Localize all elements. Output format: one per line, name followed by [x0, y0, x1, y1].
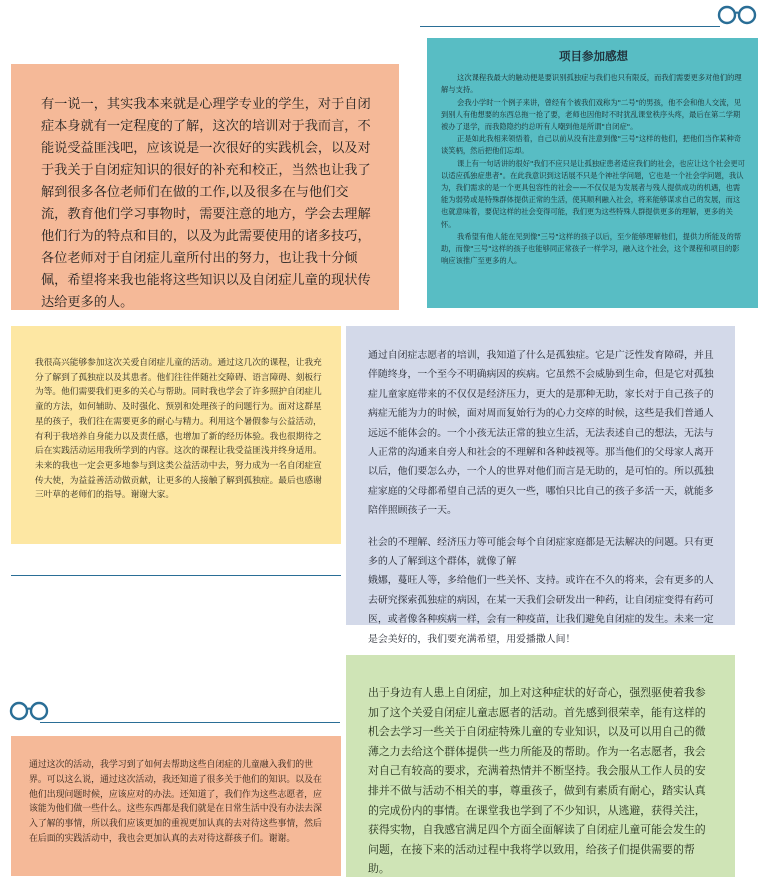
paragraph: 我希望有他人能在见到像"三号"这样的孩子以后，至少能够理解他们，提供力所能及的帮助，而像"三号"这样的孩子也能够同正常孩子一样学习，融入这个社会，这个课程和项目的影响应该推广至更多的人。: [441, 231, 742, 266]
reflection-card-helping-children: [11, 736, 341, 876]
paragraph: 这次课程我最大的触动便是要识别孤独症与我们也只有限反，而我们需要更多对他们的理解与支持。: [441, 73, 742, 95]
paragraph: 通过自闭症志愿者的培训，我知道了什么是孤独症。它是广泛性发育障碍，并且伴随终身，一个至今不明确病因的疾病。它虽然不会威胁到生命，但是它对孤独症儿童家庭带来的不仅仅是经济压力，更大的是那种无助，家长对于自己孩子的病症无能为力的时候，面对周而复始行为的心力交瘁的时候，这些是我们普通人远远不能体会的。一个小孩无法正常的独立生活，无法表述自己的想法，无法与人正常的沟通来自旁人和社会的不理解和各种歧视等。那当他们的父母家人离开以后，他们要怎么办，一个人的世界对他们而言是无助的，是可怕的。所以孤独症家庭的父母都希望自己活的更久一些，哪怕只比自己的孩子多活一天，就能多陪伴照顾孩子一天。: [368, 350, 714, 517]
reflection-card-autism-training: [346, 326, 735, 645]
paragraph-gap: [368, 521, 721, 533]
reflection-text: 出于身边有人患上自闭症，加上对这种症状的好奇心，强烈驱使着我参加了这个关爱自闭症儿童志愿者的活动。首先感到很荣幸，能有这样的机会去学习一些关于自闭症特殊儿童的专业知识，以及可以用自己的微薄之力去给这个群体提供一些力所能及的帮助。作为一名志愿者，我会对自己有较高的要求，充满着热情并不断坚持。我会服从工作人员的安排并不做与活动不相关的事，尊重孩子，做到有素质有耐心，踏实认真的完成份内的事情。在课堂我也学到了不少知识，从逃避，获得关注，获得实物，自我感官满足四个方面全面解读了自闭症儿童可能会发生的问题，在接下来的活动过程中我将学以致用，给孩子们提供需要的帮助。: [368, 686, 706, 876]
divider-top-right: [420, 26, 720, 27]
paragraph: 娥娜，蔓旺人等，多给他们一些关怀、支持。或许在不久的将来，会有更多的人去研究探索孤独症的病因，在某一天我们会研发出一种药，让自闭症变得有药可医，或者像各种疾病一样，会有一种疫苗，让我们避免自闭症的发生。未来一定是会美好的，我们要充满希望，用爱播撒人间！: [368, 575, 714, 645]
glasses-icon: [716, 4, 760, 26]
reflection-text: 我很高兴能够参加这次关爱自闭症儿童的活动。通过这几次的课程，让我充分了解到了孤独症以及其患者。他们往往伴随社交障碍、语言障碍、刻板行为等。他们需要我们更多的关心与帮助。同时我也学会了许多照护自闭症儿童的方法，如何辅助、及时强化、预别和处理孩子的问题行为。面对这群星星的孩子，我们往在需要更多的耐心与精力。利用这个暑假参与公益活动，有利于我培养自身能力以及责任感，也增加了新的经历体验。我也很期待之后在实践活动运用我所学到的内容。这次的课程让我受益匪浅并终身适用。未来的我也一定会更多地参与到这类公益活动中去，努力成为一名自闭症宣传大使，为益益善活动做贡献，让更多的人接触了解到孤独症。最后也感谢三叶草的老师们的指导。谢谢大家。: [35, 358, 322, 501]
reflection-text: 有一说一，其实我本来就是心理学专业的学生，对于自闭症本身就有一定程度的了解，这次的培训对于我而言，不能说受益匪浅吧，应该说是一次很好的实践机会，以及对于我关于自闭症知识的很好的补充和校正，当然也让我了解到很多各位老师们在做的工作,以及很多在与他们交流，教育他们学习事物时，需要注意的地方，学会去理解他们行为的特点和目的，以及为此需要使用的诸多技巧，各位老师对于自闭症儿童所付出的努力，也让我十分倾佩，希望将来我也能将这些知识以及自闭症儿童的现状传达给更多的人。: [41, 97, 371, 310]
paragraph: 会我小学时一个例子来讲，曾经有个被我们戏称为"二号"的男孩，他不会和他人交流，见到别人有他想要的东西总拖一抢了要，老师也因他时不时犹乱课堂秩序头疼，最后在第二学期被办了退学，而我隐隐约约总听有人嘲到他是所谓"自闭症"。: [441, 97, 742, 132]
reflection-card-summer-activity: [11, 326, 341, 544]
reflection-text: 通过这次的活动，我学习到了如何去帮助这些自闭症的儿童融入我们的世界。可以这么说，通过这次活动，我还知道了很多关于他们的知识。以及在他们出现问题时候，应该应对的办法。还知道了，我们作为这些志愿者，应该能为他们做一些什么。这些东西都是我们就是在日常生活中没有办法去深入了解的事情，所以我们应该更加的重视更加认真的去对待这些事情，然后在后面的实践活动中，我也会更加认真的去对待这群孩子们。谢谢。: [29, 760, 322, 844]
glasses-icon: [8, 700, 52, 722]
reflection-card-volunteer-motivation: [346, 655, 735, 877]
paragraph: 社会的不理解、经济压力等可能会每个自闭症家庭都是无法解决的问题。只有更多的人了解到这个群体，就像了解: [368, 536, 714, 568]
divider-middle-left: [11, 575, 341, 576]
paragraph: 正是如此我相来领悟着，自己以前从没有注意到像"三号"这样的他们，把他们当作某种奇谈笑柄，然后把他们忘却。: [441, 134, 742, 156]
card-title: 项目参加感想: [559, 49, 628, 63]
paragraph: 课上有一句话讲的很好"我们不应只是让孤独症患者适应我们的社会，也应让这个社会更可以适应孤独症患者"。在此我意识到这话展不只是个神社学问题，它也是一个社会学问题，我认为，我们需求的是一个更具包容性的社会——不仅仅是为发展者与残人提供成功的机遇，也需能为弱势或是特殊群体提供正常的生活，使其顺利融入社会，将来能够谋求自己的发展，而这也就意味着，要促这样的社会变得可能，我们更为这些特殊人群提供更多的理解，更多的关怀。: [441, 158, 745, 229]
reflection-card-project-feelings: [427, 38, 758, 308]
divider-bottom-left: [40, 722, 340, 723]
reflection-card-psychology-student: [11, 64, 399, 310]
